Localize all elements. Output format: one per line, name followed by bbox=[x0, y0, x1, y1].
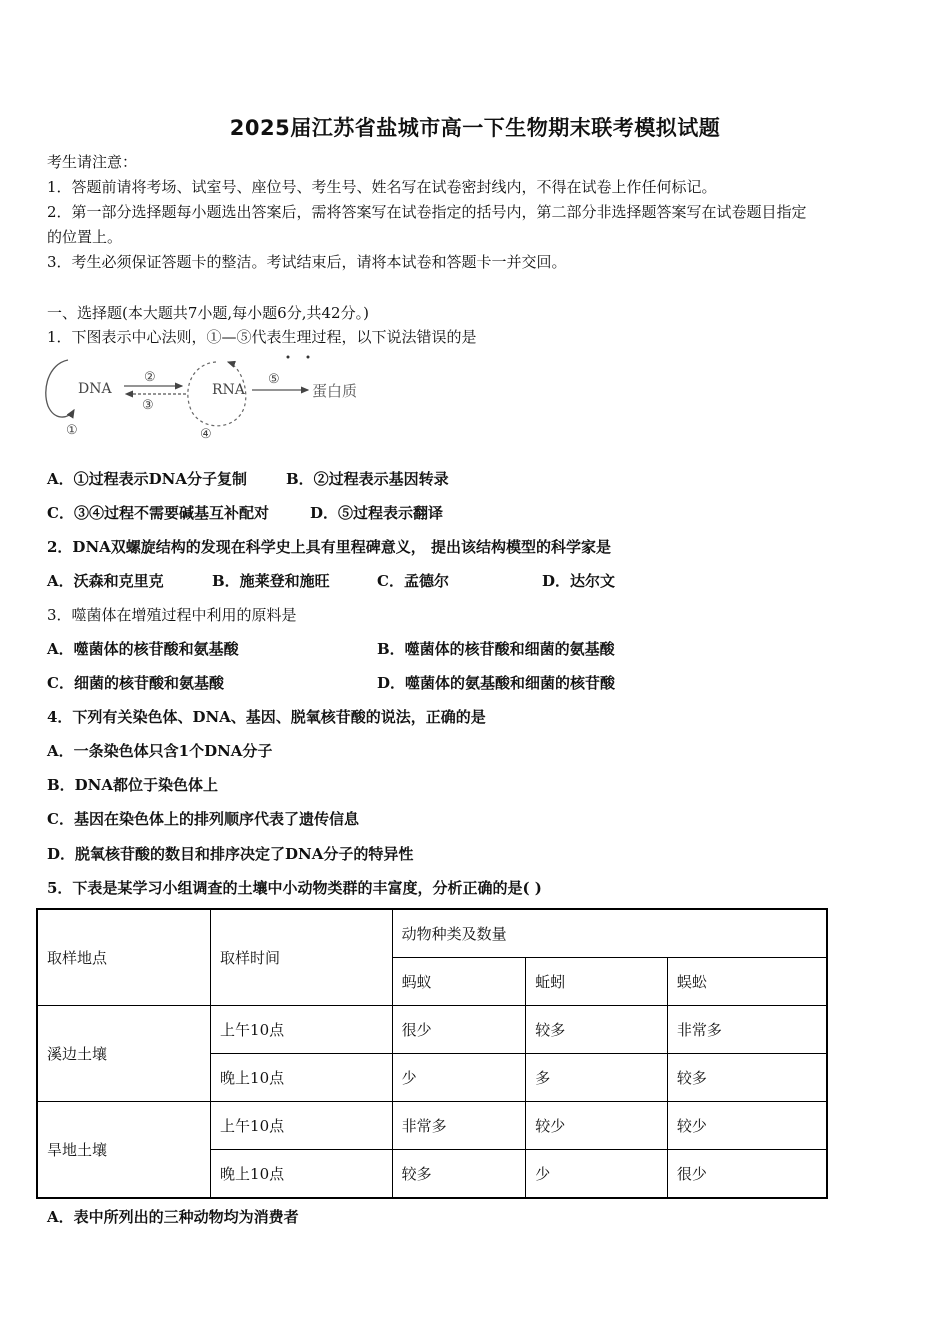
notice-item: 2．第一部分选择题每小题选出答案后，需将答案写在试卷指定的括号内，第二部分非选择题答案写在试卷题目指定 bbox=[47, 203, 807, 221]
option-d: D．噬菌体的氨基酸和细菌的核苷酸 bbox=[377, 674, 616, 692]
notice-item: 1．答题前请将考场、试室号、座位号、考生号、姓名写在试卷密封线内，不得在试卷上作任何标记。 bbox=[47, 178, 717, 196]
option-c: C．孟德尔 bbox=[377, 572, 449, 590]
value-cell: 较少 bbox=[526, 1102, 668, 1150]
option-b: B．DNA都位于染色体上 bbox=[47, 776, 219, 794]
time-cell: 上午10点 bbox=[211, 1006, 393, 1054]
option-d: D．⑤过程表示翻译 bbox=[310, 504, 444, 522]
process-label-2: ② bbox=[144, 370, 156, 385]
dna-label: DNA bbox=[78, 381, 112, 397]
option-b: B．施莱登和施旺 bbox=[212, 572, 330, 590]
rna-label: RNA bbox=[212, 382, 245, 398]
notice-item: 的位置上。 bbox=[47, 228, 123, 246]
central-dogma-diagram bbox=[40, 350, 380, 445]
value-cell: 少 bbox=[526, 1150, 668, 1199]
option-a: A．一条染色体只含1个DNA分子 bbox=[47, 742, 273, 760]
option-d: D．达尔文 bbox=[542, 572, 616, 590]
question-stem: 3．噬菌体在增殖过程中利用的原料是 bbox=[47, 606, 297, 624]
table-row bbox=[37, 909, 827, 958]
process-label-4: ④ bbox=[200, 427, 212, 442]
option-a: A．①过程表示DNA分子复制 bbox=[47, 470, 247, 488]
emphasis-dot bbox=[307, 356, 310, 359]
option-c: C．基因在染色体上的排列顺序代表了遗传信息 bbox=[47, 810, 359, 828]
value-cell: 多 bbox=[526, 1054, 668, 1102]
option-c: C．细菌的核苷酸和氨基酸 bbox=[47, 674, 224, 692]
header-animal: 蚂蚁 bbox=[392, 958, 526, 1006]
question-stem: 4．下列有关染色体、DNA、基因、脱氧核苷酸的说法，正确的是 bbox=[47, 708, 486, 726]
time-cell: 晚上10点 bbox=[211, 1054, 393, 1102]
value-cell: 较多 bbox=[392, 1150, 526, 1199]
value-cell: 很少 bbox=[392, 1006, 526, 1054]
value-cell: 非常多 bbox=[392, 1102, 526, 1150]
section-heading: 一、选择题(本大题共7小题,每小题6分,共42分。) bbox=[47, 304, 369, 322]
protein-label: 蛋白质 bbox=[312, 382, 358, 400]
option-b: B．噬菌体的核苷酸和细菌的氨基酸 bbox=[377, 640, 615, 658]
notice-heading: 考生请注意： bbox=[47, 153, 138, 171]
table-row bbox=[37, 1102, 827, 1150]
time-cell: 上午10点 bbox=[211, 1102, 393, 1150]
value-cell: 少 bbox=[392, 1054, 526, 1102]
value-cell: 非常多 bbox=[667, 1006, 827, 1054]
header-animal: 蚯蚓 bbox=[526, 958, 668, 1006]
value-cell: 较多 bbox=[526, 1006, 668, 1054]
site-cell: 溪边土壤 bbox=[37, 1006, 211, 1102]
process-label-1: ① bbox=[66, 423, 78, 438]
question-stem: 1．下图表示中心法则，①—⑤代表生理过程，以下说法错误的是 bbox=[47, 328, 477, 346]
header-time: 取样时间 bbox=[211, 909, 393, 1006]
option-a: A．噬菌体的核苷酸和氨基酸 bbox=[47, 640, 239, 658]
option-a: A．沃森和克里克 bbox=[47, 572, 164, 590]
soil-animal-table bbox=[36, 908, 828, 1199]
header-animal: 蜈蚣 bbox=[667, 958, 827, 1006]
header-site: 取样地点 bbox=[37, 909, 211, 1006]
header-group: 动物种类及数量 bbox=[392, 909, 827, 958]
emphasis-dot bbox=[287, 356, 290, 359]
option-d: D．脱氧核苷酸的数目和排序决定了DNA分子的特异性 bbox=[47, 845, 414, 863]
option-c: C．③④过程不需要碱基互补配对 bbox=[47, 504, 269, 522]
value-cell: 较少 bbox=[667, 1102, 827, 1150]
process-label-5: ⑤ bbox=[268, 372, 280, 387]
option-a: A．表中所列出的三种动物均为消费者 bbox=[47, 1208, 299, 1226]
question-stem: 2．DNA双螺旋结构的发现在科学史上具有里程碑意义， 提出该结构模型的科学家是 bbox=[47, 538, 612, 556]
table-row bbox=[37, 1006, 827, 1054]
time-cell: 晚上10点 bbox=[211, 1150, 393, 1199]
notice-item: 3．考生必须保证答题卡的整洁。考试结束后，请将本试卷和答题卡一并交回。 bbox=[47, 253, 567, 271]
process-label-3: ③ bbox=[142, 398, 154, 413]
site-cell: 旱地土壤 bbox=[37, 1102, 211, 1199]
question-stem: 5．下表是某学习小组调查的土壤中小动物类群的丰富度，分析正确的是( ) bbox=[47, 879, 542, 897]
option-b: B．②过程表示基因转录 bbox=[286, 470, 449, 488]
replication-arrow bbox=[46, 360, 74, 417]
value-cell: 较多 bbox=[667, 1054, 827, 1102]
page-title: 2025届江苏省盐城市高一下生物期末联考模拟试题 bbox=[229, 116, 721, 140]
value-cell: 很少 bbox=[667, 1150, 827, 1199]
